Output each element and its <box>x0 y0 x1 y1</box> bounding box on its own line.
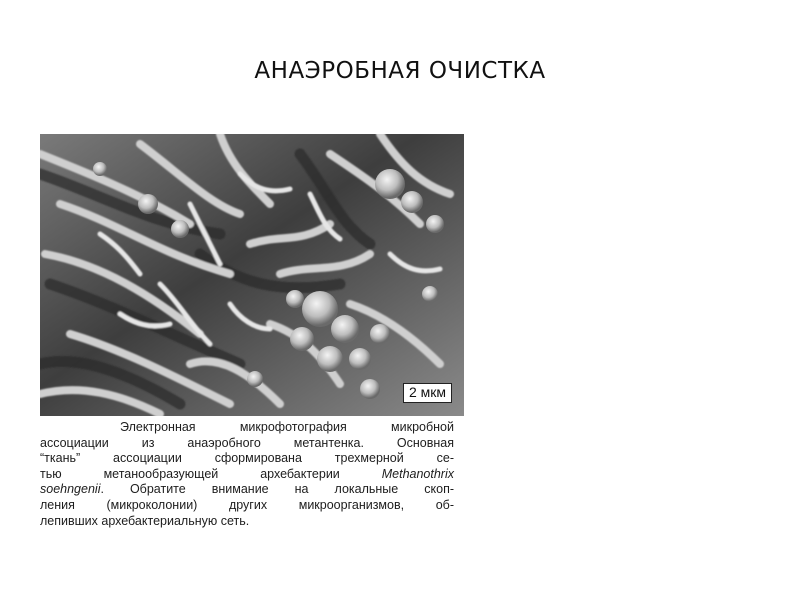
figure-caption <box>40 420 454 529</box>
caption-line <box>40 467 454 483</box>
caption-line <box>40 482 454 498</box>
caption-line: Электронная микрофотография микробной <box>120 420 454 434</box>
caption-line: ассоциации из анаэробного метантенка. Основная <box>40 435 454 450</box>
caption-line: ления (микроколонии) других микроорганизмов, об- <box>40 497 454 512</box>
caption-line: “ткань” ассоциации сформирована трехмерной се- <box>40 451 454 466</box>
caption-text: . Обратите внимание на локальные скоп- <box>100 482 454 497</box>
caption-line: лепивших архебактериальную сеть. <box>40 513 250 528</box>
species-name: soehngenii <box>40 482 101 497</box>
caption-text: тью метанообразующей архебактерии <box>40 466 382 481</box>
species-name: Methanothrix <box>381 466 454 481</box>
scale-bar-label: 2 мкм <box>403 383 452 403</box>
micrograph-texture <box>40 134 464 416</box>
electron-micrograph-image <box>40 134 464 416</box>
slide-title: АНАЭРОБНАЯ ОЧИСТКА <box>254 58 546 84</box>
